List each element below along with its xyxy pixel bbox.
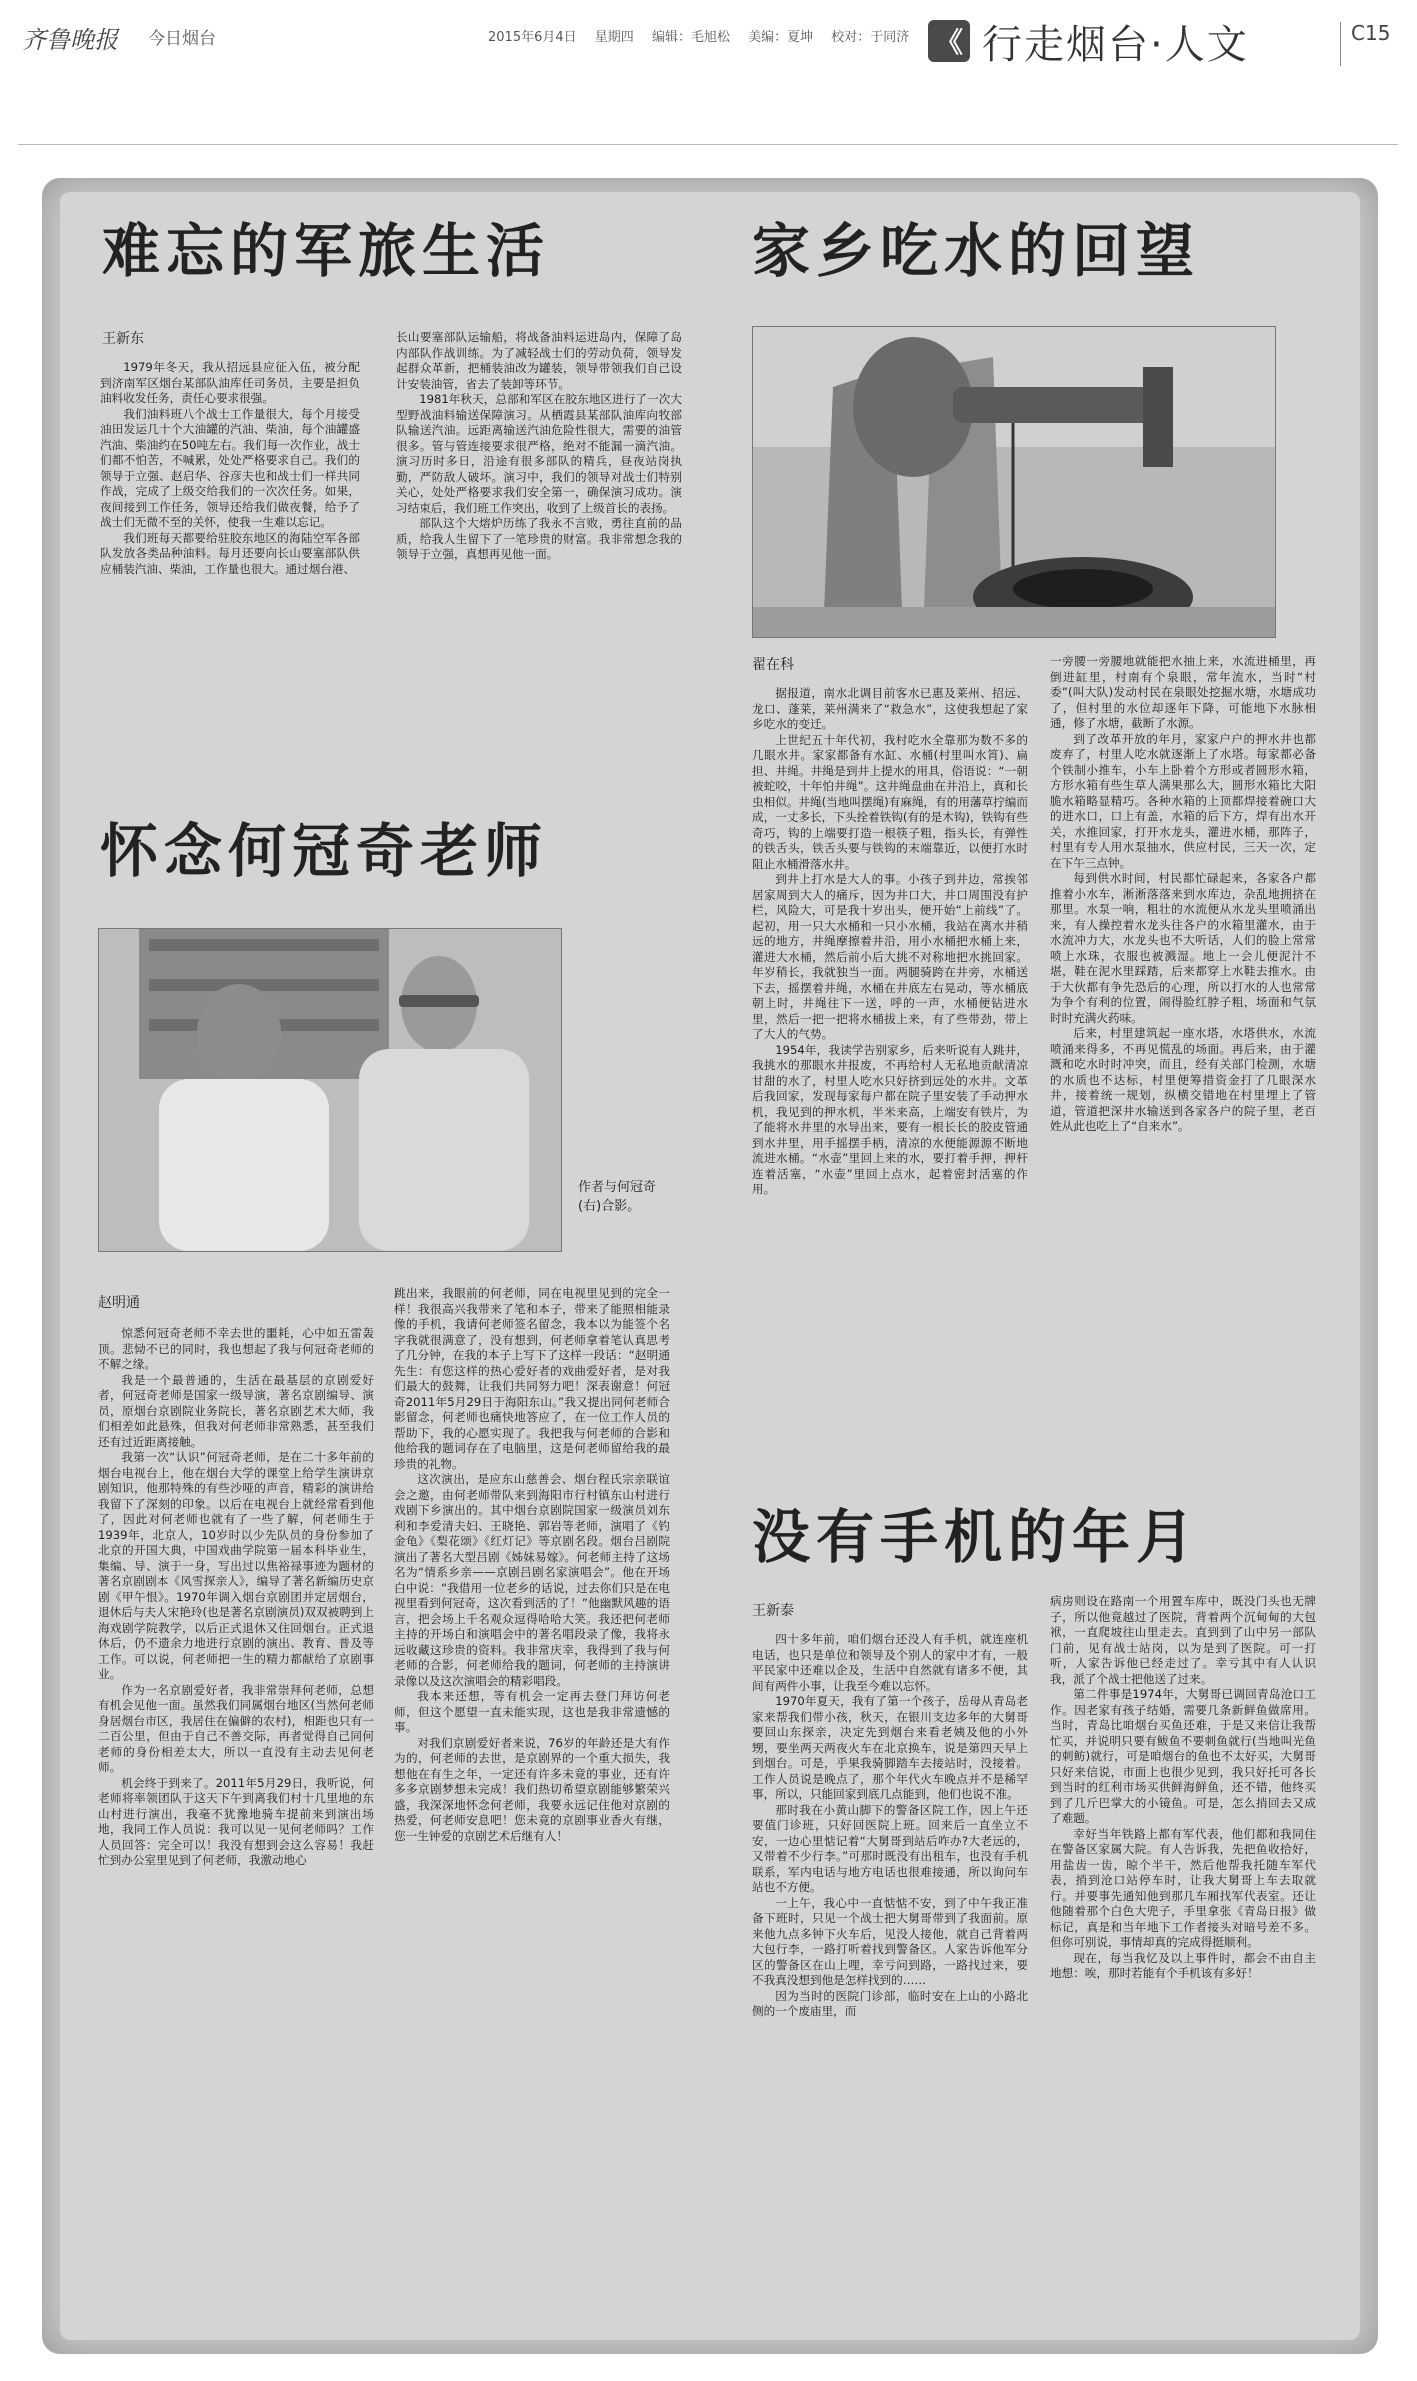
paragraph: 我们班每天都要给驻胶东地区的海陆空军各部队发放各类品种油料。每月还要向长山要塞部队供应桶装汽油、柴油，工作量也很大。通过烟台港、 [100, 530, 360, 576]
section-name: 今日烟台 [148, 29, 216, 49]
paragraph: 病房则设在路南一个用置车库中，既没门头也无牌子，所以他竟越过了医院，背着两个沉甸甸的大包袱，一直爬坡往山里走去。直到到了山中另一部队门前，见有战士站岗，以为是到了医院。可一打听，人家告诉他已经走过了。幸亏其中有人认识我，派了个战士把他送了过来。 [1050, 1594, 1316, 1686]
paragraph: 我是一个最普通的，生活在最基层的京剧爱好者，何冠奇老师是国家一级导演，著名京剧编导、演员，原烟台京剧院业务院长，著名京剧艺术大师，我们相差如此悬殊，但我对何老师非常熟悉，甚至我们还有过近距离接触。 [98, 1372, 374, 1449]
teacher-photo [98, 928, 562, 1252]
header-divider [18, 144, 1398, 145]
teacher-column-1 [98, 1326, 374, 2336]
paragraph: 到井上打水是大人的事。小孩子到井边，常挨邻居家周到大人的痛斥，因为井口大，井口周围没有护栏，风险大，可是我十岁出头，便开始“上前线”了。起初，用一只大水桶和一只小水桶，我站在离水井稍远的地方，井绳摩擦着井沿，用小水桶把水桶上来，灌进大水桶，然后前小后大挑不对称地把水挑回家。年岁稍长，我就独当一面。两腿骑跨在井旁，水桶送下去，摇摆着井绳，水桶在井底左右晃动，等水桶底朝上时，井绳往下一送，呼的一声，水桶便钻进水里，然后一把一把将水桶拔上来，有了些带劲，带上了大人的气势。 [752, 872, 1028, 1041]
paragraph: 一旁腰一旁腰地就能把水抽上来，水流进桶里，再倒进缸里，村南有个泉眼，常年流水，当时“村委”(叫大队)发动村民在泉眼处挖掘水塘，水塘成功了，但村里的水位却逐年下降，可能地下水脉相通，修了水塘，截断了水源。 [1050, 654, 1316, 730]
editor-credit: 编辑：毛旭松 [651, 30, 730, 45]
paragraph: 我们油料班八个战士工作量很大，每个月接受油田发运几十个大油罐的汽油、柴油，每个油罐盛汽油、柴油约在50吨左右。我们每一次作业，战士们都不怕苦，不喊累，处处严格要求自己。我们的领导于立强、赵启华、谷彦夫也和战士们一样共同作战，完成了上级交给我们的一次次任务。如果，夜间接到工作任务，领导还给我们做夜餐，给予了战士们无微不至的关怀，使我一生难以忘记。 [100, 406, 360, 529]
paragraph: 1979年冬天，我从招远县应征入伍，被分配到济南军区烟台某部队油库任司务员，主要是担负油料收发任务，责任心要求很强。 [100, 360, 360, 405]
headline-military: 难忘的军旅生活 [102, 217, 551, 285]
water-column-2 [1050, 654, 1316, 1478]
water-column-1 [752, 686, 1028, 1476]
paragraph: 作为一名京剧爱好者，我非常崇拜何老师，总想有机会见他一面。虽然我们同属烟台地区(当然何老师身居烟台市区，我居住在偏僻的农村)，相距也只有一二百公里，但由于自己不善交际，再者觉得自己同何老师的身份相差太大，所以一直没有主动去见何老师。 [98, 1682, 374, 1774]
teacher-column-2 [394, 1286, 670, 2336]
teacher-photo-caption: 作者与何冠奇(右)合影。 [578, 1180, 657, 1214]
water-well-image [753, 327, 1275, 637]
paragraph: 我第一次“认识”何冠奇老师，是在二十多年前的烟台电视台上，他在烟台大学的课堂上给学生演讲京剧知识，他那特殊的有些沙哑的声音，精彩的演讲给我留下了深刻的印象。以后在电视台上就经常看到他了，因此对何老师也就有了一些了解，何老师生于1939年，北京人，10岁时以少先队员的身份参加了北京的开国大典，中国戏曲学院第一届本科毕业生，集编、导、演于一身，写出过以焦裕禄事迹为题材的著名京剧剧本《风雪探亲人》，编导了著名新编历史京剧《甲午恨》。1970年调入烟台京剧团并定居烟台，退休后与夫人宋艳玲(也是著名京剧演员)双双被聘到上海戏剧学院教学，以后正式退休又住回烟台。正式退休后，仍不遗余力地进行京剧的演出、教育、普及等工作。可以说，何老师把一生的精力都献给了京剧事业。 [98, 1450, 374, 1681]
paragraph: 跳出来，我眼前的何老师，同在电视里见到的完全一样！我很高兴我带来了笔和本子，带来了能照相能录像的手机，我请何老师签名留念，我本以为能签个名字我就很满意了，没有想到，何老师拿着笔认真思考了几分钟，在我的本子上写下了这样一段话：“赵明通先生：有您这样的热心爱好者的戏曲爱好者，是对我们最大的鼓舞，让我们共同努力吧！深表谢意！何冠奇2011年5月29日于海阳东山。”我又提出同何老师合影留念，何老师也痛快地答应了，在一位工作人员的帮助下，我的心愿实现了。我把我与何老师的合影和他给我的题词存在了电脑里，这是何老师留给我的最珍贵的礼物。 [394, 1286, 670, 1471]
column-header [928, 12, 1249, 70]
paragraph: 那时我在小黄山脚下的警备区院工作，因上午还要值门诊班，只好回医院上班。回来后一直坐立不安，一边心里惦记着“大舅哥到站后咋办?大老远的，又带着不少行李。”可那时既没有出租车，也没有手机联系，军内电话与地方电话也很难接通，所以询问车站也不方便。 [752, 1802, 1028, 1894]
byline-water: 翟在科 [752, 657, 794, 673]
paragraph: 机会终于到来了。2011年5月29日，我听说，何老师将率领团队于这天下午到离我们村十几里地的东山村进行演出，我毫不犹豫地骑车提前来到演出场地，我同工作人员说：我可以见一见何老师吗？工作人员回答：完全可以！我没有想到会这么容易！我赶忙到办公室里见到了何老师，我激动地心 [98, 1775, 374, 1867]
paragraph: 长山要塞部队运输船，将战备油料运进岛内，保障了岛内部队作战训练。为了减轻战士们的劳动负荷，领导发起群众革新，把桶装油改为罐装，领导带领我们自己设计安装油管，省去了装卸等环节。 [396, 330, 682, 391]
paragraph: 1981年秋天，总部和军区在胶东地区进行了一次大型野战油料输送保障演习。从栖霞县某部队油库向牧部队输送汽油。远距离输送汽油危险性很大，需要的油管很多。管与管连接要求很严格，绝对不能漏一滴汽油。演习历时多日，沿途有很多部队的精兵，昼夜站岗执勤，严防敌人破坏。演习中，我们的领导对战士们特别关心，处处严格要求我们安全第一，确保演习成功。演习结束后，我们班工作突出，收到了上级首长的表扬。 [396, 392, 682, 515]
masthead [0, 0, 1417, 130]
paragraph: 幸好当年铁路上都有军代表，他们都和我同住在警备区家属大院。有人告诉我，先把鱼收拾好，用盐齿一齿，晾个半干，然后他帮我托随车军代表，捎到沧口站停车时，让我大舅哥上车去取就行。并要事先通知他到那几车厢找军代表室。还让他随着那个白色大兜子，手里拿张《青岛日报》做标记，真是和当年地下工作者接头对暗号差不多。但你可别说，事情却真的完成得挺顺利。 [1050, 1826, 1316, 1949]
military-column-1 [100, 360, 360, 780]
paragraph: 1954年，我读学告别家乡，后来听说有人跳井，我挑水的那眼水井报废，不再给村人无私地贡献清凉甘甜的水了，村里人吃水只好挤到远处的水井。文革后我回家，发现每家每户都在院子里安装了手动押水机，我见到的押水机，半米来高，上端安有铁片，为了能将水井里的水导出来，要有一根长长的胶皮管通到水井里，用手摇摆手柄，清凉的水便能源源不断地流进水桶。“水壶”里回上来的水，要打着手押，押杆连着活塞，“水壶”里回上点水，起着密封活塞的作用。 [752, 1042, 1028, 1196]
page-number: C15 [1340, 22, 1390, 66]
issue-meta [488, 26, 923, 45]
paragraph: 我本来还想，等有机会一定再去登门拜访何老师，但这个愿望一直未能实现，这也是我非常遗憾的事。 [394, 1689, 670, 1734]
paragraph: 上世纪五十年代初，我村吃水全靠那为数不多的几眼水井。家家都备有水缸、水桶(村里叫水筲)、扁担、井绳。井绳是到井上提水的用具，俗语说：“一朝被蛇咬，十年怕井绳”。这井绳盘曲在井沿上，真和长虫相似。井绳(当地叫摆绳)有麻绳，有的用藩草拧编而成，一丈多长，下头拴着铁钩(有的是木钩)，铁钩有些奇巧，钩的上端要打造一根筷子粗，指头长，有弹性的铁舌头，铁舌头要与铁钩的末端靠近，以便打水时阻止水桶滑落水井。 [752, 732, 1028, 871]
paragraph: 一上午，我心中一直惦惦不安，到了中午我正准备下班时，只见一个战士把大舅哥带到了我面前。原来他九点多钟下火车后，见没人接他，就自己背着两大包行李，一路打听着找到警备区。人家告诉他军分区的警备区在山上哩，幸亏问到路，一路找过来，要不我真没想到他是怎样找到的…… [752, 1895, 1028, 1987]
byline-phone: 王新泰 [752, 1603, 794, 1619]
paragraph: 四十多年前，咱们烟台还没人有手机，就连座机电话，也只是单位和领导及个别人的家中才有，一般平民家中还难以企及，生活中自然就有诸多不便，其间有两件小事，让我至今难以忘怀。 [752, 1632, 1028, 1693]
column-chevron-icon: 《 [928, 20, 970, 62]
paragraph: 第二件事是1974年，大舅哥已调回青岛沧口工作。因老家有孩子结婚，需要几条新鲜鱼做席用。当时，青岛比咱烟台买鱼还难，于是又来信让我帮忙买，并说明只要有鲅鱼不要刺鱼就行(当地叫光鱼的刺鲂)就行，可是咱烟台的鱼也不太好买，大舅哥只好来信说，市面上也很少见到，我只好托可各长到当时的红利市场买供鲜海鲜鱼，还不错，他终买到了几斤巴掌大的小镜鱼。可是，怎么捎回去又成了难题。 [1050, 1687, 1316, 1825]
issue-weekday: 星期四 [594, 30, 634, 45]
paragraph: 1970年夏天，我有了第一个孩子，岳母从青岛老家来帮我们带小孩，秋天，在银川支边多年的大舅哥要回山东探亲，决定先到烟台来看老姨及他的小外甥，要坐两天两夜火车在北京换车，说是第四天早上到烟台。可是，乎果我骑脚踏车去接站时，没接着。工作人员说是晚点了，那个年代火车晚点并不是稀罕事，所以，只能回家到底几点能到，他们也说不准。 [752, 1694, 1028, 1801]
teacher-photo-image [99, 929, 561, 1251]
paragraph: 部队这个大熔炉历练了我永不言败，勇往直前的品质，给我人生留下了一笔珍贵的财富。我非常想念我的领导于立强，真想再见他一面。 [396, 516, 682, 561]
proofreader-credit: 校对：于同济 [831, 30, 910, 45]
paragraph: 据报道，南水北调目前客水已惠及莱州、招远、龙口、蓬莱，莱州满来了“救急水”，这使我想起了家乡吃水的变迁。 [752, 686, 1028, 731]
paragraph: 到了改革开放的年月，家家户户的押水井也都废弃了，村里人吃水就逐渐上了水塔。每家都必备个铁制小推车，小车上卧着个方形或者圆形水箱，方形水箱有些生草人满果那么大，圆形水箱比大阳脆水箱略显精巧。各种水箱的上顶都焊接着碗口大的进水口，口上有盖，水箱的后下方，焊有出水开关，水推回家，打开水龙头，灌进水桶，那阵子，村里有专人用水泵抽水，供应村民，三天一次，定在下午三点钟。 [1050, 731, 1316, 870]
paragraph: 对我们京剧爱好者来说，76岁的年龄还是大有作为的，何老师的去世，是京剧界的一个重大损失，我想他在有生之年，一定还有许多未竟的事业，还有许多多京剧梦想未完成！我们热切希望京剧能够繁荣兴盛，我深深地怀念何老师，我要永远记住他对京剧的热爱，何老师安息吧！您未竟的京剧事业香火有继，您一生钟爱的京剧艺术后继有人！ [394, 1735, 670, 1843]
byline-teacher: 赵明通 [98, 1295, 140, 1311]
paragraph: 每到供水时间，村民都忙碌起来，各家各户都推着小水车，淅淅落落来到水库边，杂乱地拥挤在那里。水泵一响，粗壮的水流便从水龙头里喷涌出来，有人操控着水龙头往各户的水箱里灌水，由于水流冲力大，水龙头也不大听话，人们的脸上常常喷上水珠，衣服也被溅湿。地上一会儿便泥汁不堪，鞋在泥水里踩踏，后来都穿上水鞋去推水。由于大伙都有争先恐后的心理，所以打水的人也常常为争个有利的位置，闹得脸红脖子粗，场面和气氛时时充满火药味。 [1050, 871, 1316, 1025]
paragraph: 因为当时的医院门诊部，临时安在上山的小路北侧的一个废庙里，而 [752, 1988, 1028, 2018]
phone-column-2 [1050, 1594, 1316, 2336]
issue-date: 2015年6月4日 [488, 30, 577, 45]
art-editor-credit: 美编：夏坤 [748, 30, 814, 45]
headline-phone: 没有手机的年月 [752, 1503, 1201, 1571]
headline-teacher: 怀念何冠奇老师 [100, 817, 549, 885]
paragraph: 这次演出，是应东山慈善会、烟台程氏宗亲联谊会之邀，由何老师带队来到海阳市行村镇东山村进行戏剧下乡演出的。其中烟台京剧院国家一级演员刘东利和李爱清夫妇、王晓艳、郭岩等老师，演唱了《钓金龟》《梨花颂》《红灯记》等京剧名段。烟台吕剧院演出了著名大型吕剧《姊妹易嫁》。何老师主持了这场名为“情系乡亲——京剧吕剧名家演唱会”。他在开场白中说：“我借用一位老乡的话说，过去你们只是在电视里看到何冠奇，这次看到活的了！”他幽默风趣的语言，把会场上千名观众逗得哈哈大笑。我还把何老师主持的开场白和演唱会中的著名唱段录了像，我将永远收藏这珍贵的资料。我非常庆幸，我得到了我与何老师的合影，何老师给我的题词，何老师的主持演讲录像以及这次演唱会的精彩唱段。 [394, 1472, 670, 1688]
byline-military: 王新东 [102, 331, 144, 347]
paragraph: 后来，村里建筑起一座水塔，水塔供水，水流喷涌来得多，不再见慌乱的场面。再后来，由于灌溉和吃水时时冲突，而且，经有关部门检测，水塘的水质也不达标，村里便筹措资金打了几眼深水井，接着统一规划，纵横交错地在村里埋上了管道，管道把深井水输送到各家各户的院子里，老百姓从此也吃上了“自来水”。 [1050, 1026, 1316, 1133]
brand-logo: 齐鲁晚报 [22, 26, 118, 54]
phone-column-1 [752, 1632, 1028, 2336]
headline-water: 家乡吃水的回望 [752, 217, 1201, 285]
column-title: 行走烟台·人文 [982, 21, 1249, 68]
paragraph: 惊悉何冠奇老师不幸去世的噩耗，心中如五雷轰顶。悲恸不已的同时，我也想起了我与何冠奇老师的不解之缘。 [98, 1326, 374, 1371]
military-column-2 [396, 330, 682, 780]
paragraph: 现在，每当我忆及以上事件时，都会不由自主地想：唉，那时若能有个手机该有多好！ [1050, 1950, 1316, 1980]
water-well-photo [752, 326, 1276, 638]
